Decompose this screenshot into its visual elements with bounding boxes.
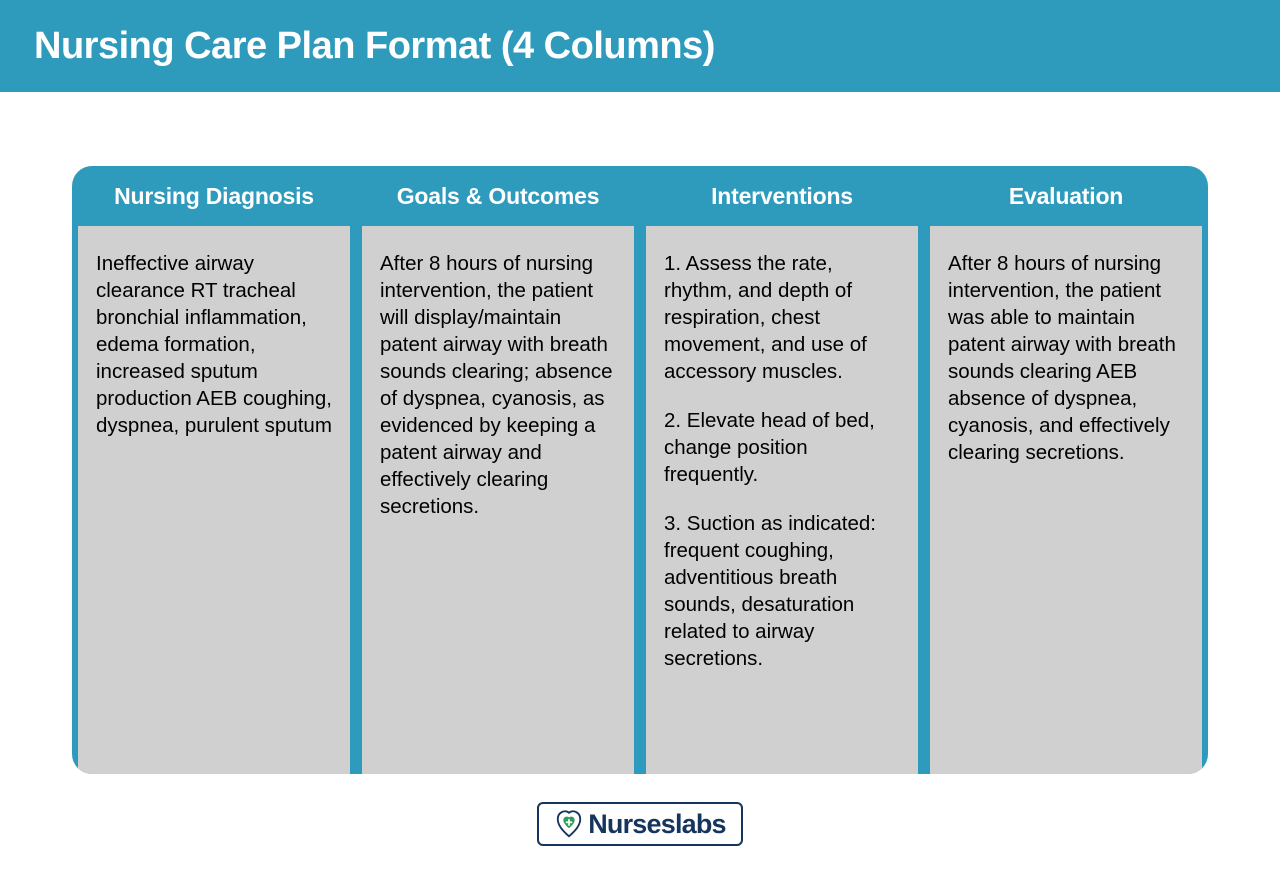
- table-column-interventions: [640, 166, 924, 774]
- column-header-goals-outcomes: Goals & Outcomes: [396, 182, 600, 209]
- cell-paragraph: After 8 hours of nursing intervention, the patient will display/maintain patent airway with breath sounds clearing; absence of dyspnea, cyanosis, as evidenced by keeping a patent airway and effectively clearing secretions.: [380, 252, 613, 518]
- cell-paragraph: 2. Elevate head of bed, change position frequently.: [664, 409, 875, 486]
- care-plan-table: [72, 166, 1208, 774]
- heart-shield-icon: [554, 809, 584, 839]
- column-body-interventions: [646, 226, 918, 774]
- table-column-nursing-diagnosis: [72, 166, 356, 774]
- column-body-nursing-diagnosis: [78, 226, 350, 774]
- table-column-goals-outcomes: [356, 166, 640, 774]
- column-body-evaluation: [930, 226, 1202, 774]
- logo-wordmark: Nurseslabs: [588, 808, 726, 839]
- cell-paragraph: 3. Suction as indicated: frequent coughing, adventitious breath sounds, desaturation related to airway secretions.: [664, 512, 876, 670]
- page-header: [0, 0, 1280, 92]
- column-header-nursing-diagnosis: Nursing Diagnosis: [114, 182, 314, 209]
- page-title: Nursing Care Plan Format (4 Columns): [34, 25, 715, 67]
- column-header-interventions: Interventions: [711, 182, 853, 209]
- table-grid: [72, 166, 1208, 774]
- cell-paragraph: Ineffective airway clearance RT tracheal bronchial inflammation, edema formation, increased sputum production AEB coughing, dyspnea, purulent sputum: [96, 252, 332, 437]
- column-header-evaluation: Evaluation: [1008, 182, 1124, 209]
- nurseslabs-logo: [537, 802, 743, 846]
- cell-paragraph: After 8 hours of nursing intervention, the patient was able to maintain patent airway with breath sounds clearing AEB absence of dyspnea, cyanosis, and effectively clearing secretions.: [948, 252, 1176, 464]
- column-body-goals-outcomes: [362, 226, 634, 774]
- cell-paragraph: 1. Assess the rate, rhythm, and depth of respiration, chest movement, and use of accessory muscles.: [664, 252, 867, 383]
- table-column-evaluation: [924, 166, 1208, 774]
